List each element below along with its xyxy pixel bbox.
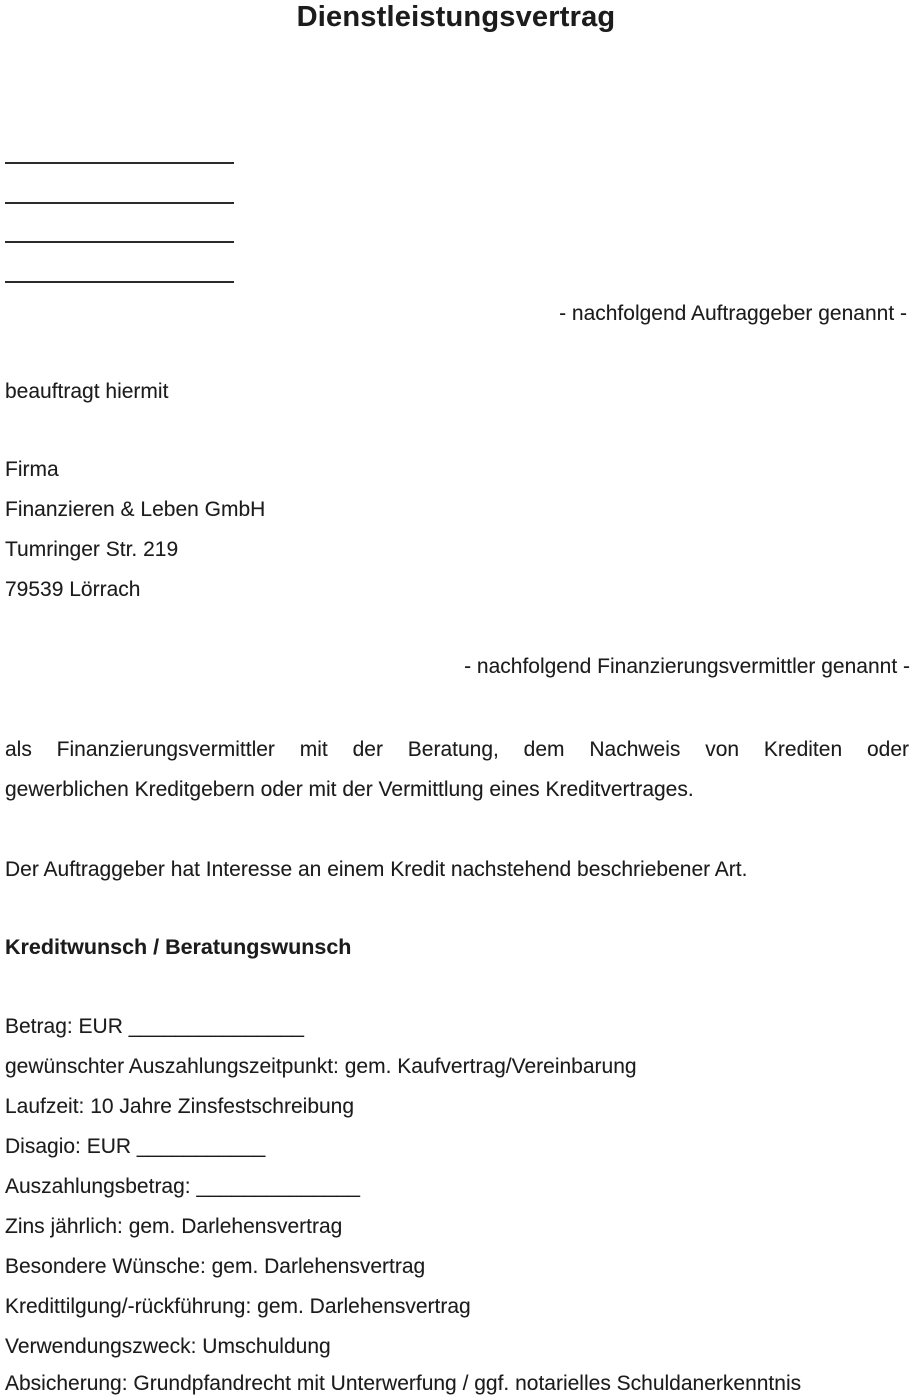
credit-interest-line: Der Auftraggeber hat Interesse an einem Kredit nachstehend beschriebener Art. (5, 858, 748, 881)
credit-wish-auszahlungszeitpunkt: gewünschter Auszahlungszeitpunkt: gem. Kaufvertrag/Vereinbarung (5, 1055, 637, 1078)
client-blank-line-3 (5, 241, 234, 243)
contractor-company-name: Finanzieren & Leben GmbH (5, 498, 266, 521)
credit-wish-kredittilgung: Kredittilgung/-rückführung: gem. Darlehensvertrag (5, 1295, 471, 1318)
scope-paragraph-line-2: gewerblichen Kreditgebern oder mit der Vermittlung eines Kreditvertrages. (5, 778, 694, 801)
contractor-city: 79539 Lörrach (5, 578, 141, 601)
client-blank-line-2 (5, 202, 234, 204)
client-designation: - nachfolgend Auftraggeber genannt - (559, 302, 907, 325)
document-title: Dienstleistungsvertrag (296, 1, 616, 33)
credit-wish-betrag: Betrag: EUR _______________ (5, 1015, 304, 1038)
credit-wish-absicherung: Absicherung: Grundpfandrecht mit Unterwerfung / ggf. notarielles Schuldanerkenntnis (5, 1372, 802, 1395)
credit-wish-auszahlungsbetrag: Auszahlungsbetrag: ______________ (5, 1175, 360, 1198)
credit-wish-laufzeit: Laufzeit: 10 Jahre Zinsfestschreibung (5, 1095, 355, 1118)
credit-wish-verwendungszweck: Verwendungszweck: Umschuldung (5, 1335, 331, 1358)
section-heading: Kreditwunsch / Beratungswunsch (5, 935, 352, 959)
contractor-street: Tumringer Str. 219 (5, 538, 179, 561)
credit-wish-besondere-wuensche: Besondere Wünsche: gem. Darlehensvertrag (5, 1255, 426, 1278)
client-blank-line-1 (5, 162, 234, 164)
contractor-firm-label: Firma (5, 458, 59, 481)
credit-wish-disagio: Disagio: EUR ___________ (5, 1135, 266, 1158)
credit-wish-zins: Zins jährlich: gem. Darlehensvertrag (5, 1215, 343, 1238)
scope-paragraph-line-1: als Finanzierungsvermittler mit der Beratung, dem Nachweis von Krediten oder (5, 738, 909, 761)
client-blank-line-4 (5, 281, 234, 283)
contractor-designation: - nachfolgend Finanzierungsvermittler genannt - (464, 655, 910, 678)
assignment-line: beauftragt hiermit (5, 380, 169, 403)
